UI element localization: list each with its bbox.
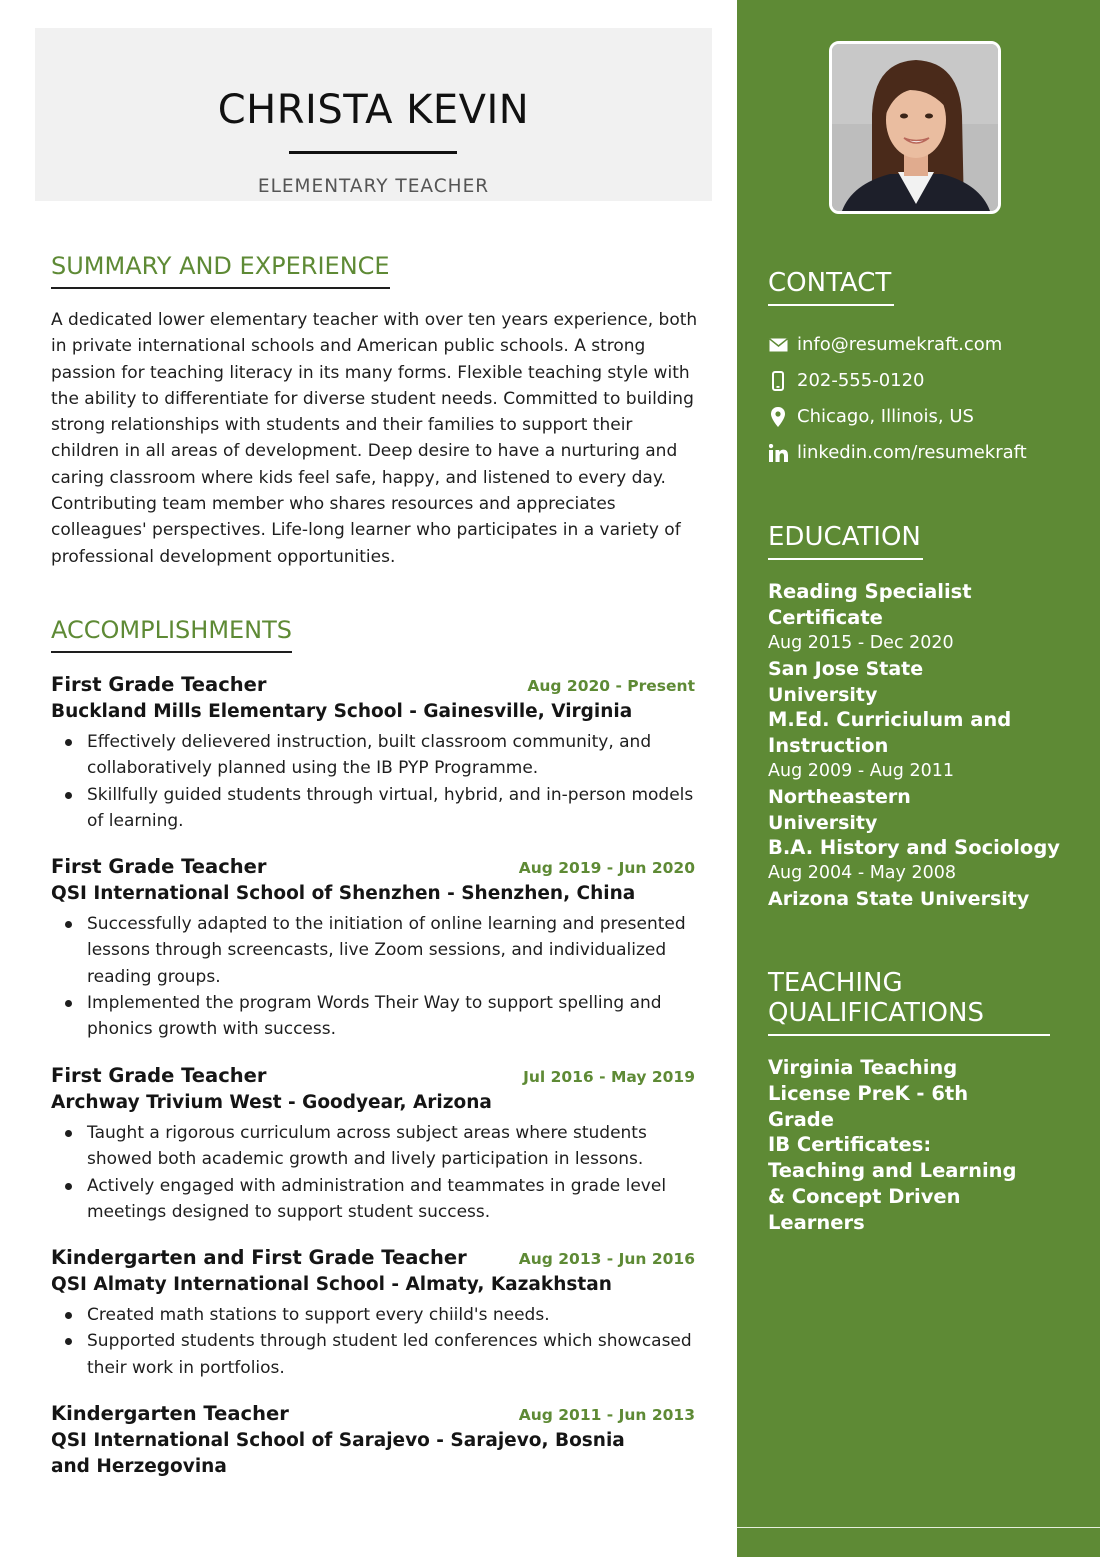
job-organization: QSI Almaty International School - Almaty, Kazakhstan (51, 1274, 612, 1295)
name-divider (289, 151, 457, 154)
education-date: Aug 2015 - Dec 2020 (768, 633, 954, 653)
job-role: First Grade Teacher (51, 855, 267, 878)
linkedin-icon (768, 443, 788, 463)
job-date: Aug 2013 - Jun 2016 (518, 1250, 695, 1268)
qualification-item: IB Certificates: Teaching and Learning & Concept Driven Learners (768, 1133, 1017, 1234)
job-organization: QSI International School of Sarajevo - Sarajevo, Bosnia and Herzegovina (51, 1430, 625, 1477)
summary-heading: SUMMARY AND EXPERIENCE (51, 251, 390, 289)
job-organization: QSI International School of Shenzhen - Shenzhen, China (51, 883, 636, 904)
contact-linkedin[interactable] (768, 441, 1027, 465)
contact-phone-text: 202-555-0120 (797, 370, 925, 391)
job-entry (51, 854, 695, 1042)
job-date: Aug 2011 - Jun 2013 (518, 1406, 695, 1424)
sidebar-footer-divider (737, 1527, 1100, 1528)
education-degree: M.Ed. Curriciulum and Instruction (768, 708, 1012, 757)
job-organization: Archway Trivium West - Goodyear, Arizona (51, 1092, 492, 1113)
qualifications-heading-line2: QUALIFICATIONS (768, 998, 984, 1028)
qualification-item: Virginia Teaching License PreK - 6th Grade (768, 1056, 969, 1131)
job-bullets (51, 729, 695, 834)
profile-photo (829, 41, 1001, 214)
education-school: Arizona State University (768, 888, 1030, 910)
qualifications-heading-line1: TEACHING (768, 968, 903, 998)
education-entry (768, 835, 1068, 912)
contact-phone[interactable] (768, 369, 925, 393)
job-date: Aug 2019 - Jun 2020 (518, 859, 695, 877)
job-entry (51, 672, 695, 834)
bullet-item: Skillfully guided students through virtual, hybrid, and in-person models of learning. (51, 782, 695, 835)
candidate-name: CHRISTA KEVIN (217, 87, 530, 133)
accomplishments-heading: ACCOMPLISHMENTS (51, 615, 292, 653)
job-date: Jul 2016 - May 2019 (523, 1068, 695, 1086)
bullet-item: Created math stations to support every chiild's needs. (51, 1302, 695, 1328)
job-role: Kindergarten Teacher (51, 1402, 289, 1425)
education-degree: B.A. History and Sociology (768, 836, 1060, 859)
job-entry (51, 1245, 695, 1381)
education-entry (768, 707, 1013, 836)
education-school: Northeastern University (768, 786, 911, 834)
job-entry (51, 1063, 695, 1225)
summary-text: A dedicated lower elementary teacher with over ten years experience, both in private international schools and American public schools. A strong passion for teaching literacy in its many forms. Flexible teaching style with the ability to differentiate for diverse student needs. Committed to building strong relationships with students and their families to support their children in all areas of development. Deep desire to have a nurturing and caring classroom where kids feel safe, happy, and listened to every day. Contributing team member who shares resources and appreciates colleagues' perspectives. Life-long learner who participates in a variety of professional development opportunities. (51, 310, 698, 567)
bullet-item: Taught a rigorous curriculum across subject areas where students showed both academic growth and lively participation in lessons. (51, 1120, 695, 1173)
contact-linkedin-text: linkedin.com/resumekraft (797, 442, 1027, 463)
education-date: Aug 2009 - Aug 2011 (768, 761, 954, 781)
bullet-item: Implemented the program Words Their Way to support spelling and phonics growth with success. (51, 990, 695, 1043)
bullet-item: Supported students through student led conferences which showcased their work in portfolios. (51, 1328, 695, 1381)
profile-photo-image (832, 44, 998, 211)
job-bullets (51, 1120, 695, 1225)
job-title: ELEMENTARY TEACHER (257, 176, 490, 197)
job-bullets (51, 1302, 695, 1381)
location-pin-icon (768, 407, 788, 427)
job-date: Aug 2020 - Present (527, 677, 695, 695)
education-school: San Jose State University (768, 658, 924, 706)
education-entry (768, 579, 978, 708)
contact-email[interactable] (768, 333, 1002, 357)
education-heading: EDUCATION (768, 522, 923, 560)
bullet-item: Actively engaged with administration and teammates in grade level meetings designed to support student success. (51, 1173, 695, 1226)
bullet-item: Successfully adapted to the initiation of online learning and presented lessons through screencasts, live Zoom sessions, and individualized reading groups. (51, 911, 695, 990)
name-header (35, 28, 712, 201)
contact-heading: CONTACT (768, 268, 894, 306)
job-organization: Buckland Mills Elementary School - Gainesville, Virginia (51, 701, 633, 722)
contact-location-text: Chicago, Illinois, US (797, 406, 974, 427)
job-role: Kindergarten and First Grade Teacher (51, 1246, 467, 1269)
phone-icon (768, 371, 788, 391)
contact-email-text: info@resumekraft.com (797, 334, 1003, 355)
email-icon (768, 335, 788, 355)
contact-location (768, 405, 974, 429)
bullet-item: Effectively delievered instruction, built classroom community, and collaboratively planned using the IB PYP Programme. (51, 729, 695, 782)
qualifications-heading (768, 968, 1050, 1036)
job-role: First Grade Teacher (51, 1064, 267, 1087)
job-role: First Grade Teacher (51, 673, 267, 696)
education-degree: Reading Specialist Certificate (768, 580, 972, 629)
job-entry (51, 1401, 695, 1480)
job-bullets (51, 911, 695, 1042)
education-date: Aug 2004 - May 2008 (768, 863, 956, 883)
